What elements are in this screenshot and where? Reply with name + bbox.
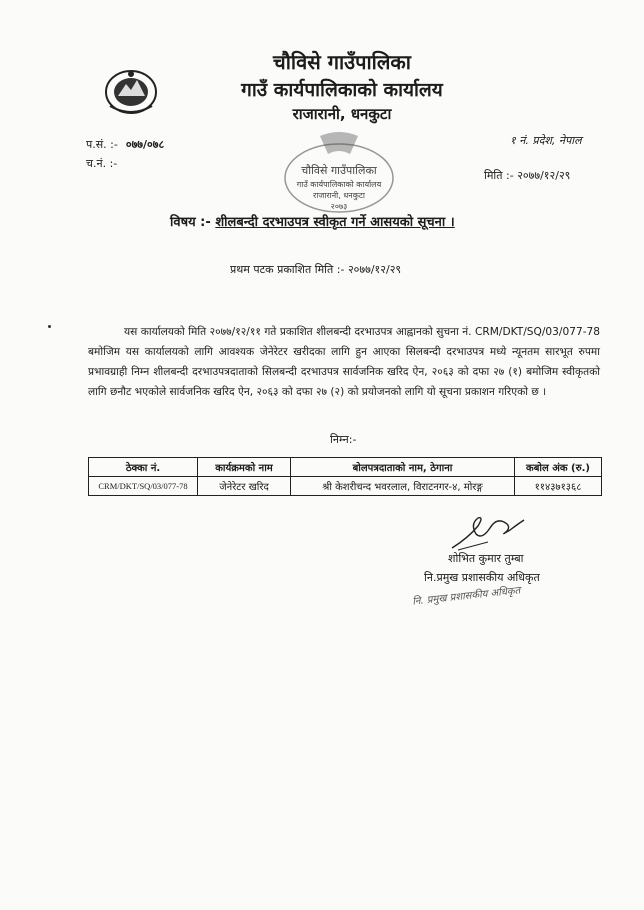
cell-contract-no: CRM/DKT/SQ/03/077-78 [89, 477, 198, 496]
signatory-stamp: नि. प्रमुख प्रशासकीय अधिकृत [411, 585, 521, 608]
cell-program-name: जेनेरेटर खरिद [198, 477, 291, 496]
signatory-title: नि.प्रमुख प्रशासकीय अधिकृत [424, 571, 540, 584]
seal-line-1: चौविसे गाउँपालिका [301, 164, 377, 177]
document-date: मिति :- २०७७/१२/२९ [484, 169, 571, 182]
handwritten-signature [448, 508, 528, 552]
margin-dot [48, 325, 51, 328]
office-name: चौविसे गाउँपालिका [273, 50, 411, 74]
published-date: प्रथम पटक प्रकाशित मिति :- २०७७/१२/२९ [230, 263, 402, 276]
col-bidder-name: बोलपत्रदाताको नाम, ठेगाना [291, 458, 515, 477]
table-header-row [89, 458, 602, 477]
seal-line-2: गाउँ कार्यपालिकाको कार्यालय [296, 180, 382, 189]
signatory-name: शोभित कुमार तुम्बा [448, 552, 524, 565]
ps-reference [86, 137, 164, 152]
office-place: राजारानी, धनकुटा [292, 105, 392, 123]
seal-line-3: राजारानी, धनकुटा [313, 191, 365, 200]
col-bid-amount: कबोल अंक (रु.) [515, 458, 602, 477]
ps-value: ०७७/०७८ [125, 138, 165, 151]
province-label: १ नं. प्रदेश, नेपाल [510, 134, 582, 147]
executive-office-title: गाउँ कार्यपालिकाको कार्यालय [241, 79, 443, 101]
subject-text: शीलबन्दी दरभाउपत्र स्वीकृत गर्ने आसयको सूचना । [215, 215, 455, 230]
cn-label: च.नं. :- [86, 157, 118, 170]
subject-label: विषय :- [170, 215, 211, 230]
cell-bidder-name: श्री केशरीचन्द भवरलाल, विराटनगर-४, मोरङ्ग [291, 477, 515, 496]
below-label: निम्न:- [330, 433, 357, 446]
subject-line [170, 212, 455, 230]
awarded-bid-table [88, 457, 602, 496]
col-contract-no: ठेक्का नं. [89, 458, 198, 477]
cn-reference [86, 156, 125, 171]
cell-bid-amount: ११४३७१३६८ [515, 477, 602, 496]
col-program-name: कार्यक्रमको नाम [198, 458, 291, 477]
table-row [89, 477, 602, 496]
office-seal-stamp [280, 126, 398, 216]
seal-line-4: २०७३ [330, 202, 348, 211]
ps-label: प.सं. :- [86, 138, 118, 151]
notice-body: यस कार्यालयको मिति २०७७/१२/११ गते प्रकाशित शीलबन्दी दरभाउपत्र आह्वानको सुचना नं. CRM/DKT/SQ/03/077-78 बमोजिम यस कार्यालयको लागि आवश्यक जेनेरेटर खरीदका लागि हुन आएका सिलबन्दी दरभाउपत्र मध्ये न्यूनतम सारभूत रुपमा प्रभावग्राही निम्न शीलबन्दी दरभाउपत्रदाताको सिलबन्दी दरभाउपत्र सार्वजनिक खरिद ऐन, २०६३ को दफा २७ (१) बमोजिम स्वीकृतको लागि छनौट भएकोले सार्वजनिक खरिद ऐन, २०६३ को दफा २७ (२) को प्रयोजनको लागि यो सूचना प्रकाशन गरिएको छ । [88, 326, 600, 398]
